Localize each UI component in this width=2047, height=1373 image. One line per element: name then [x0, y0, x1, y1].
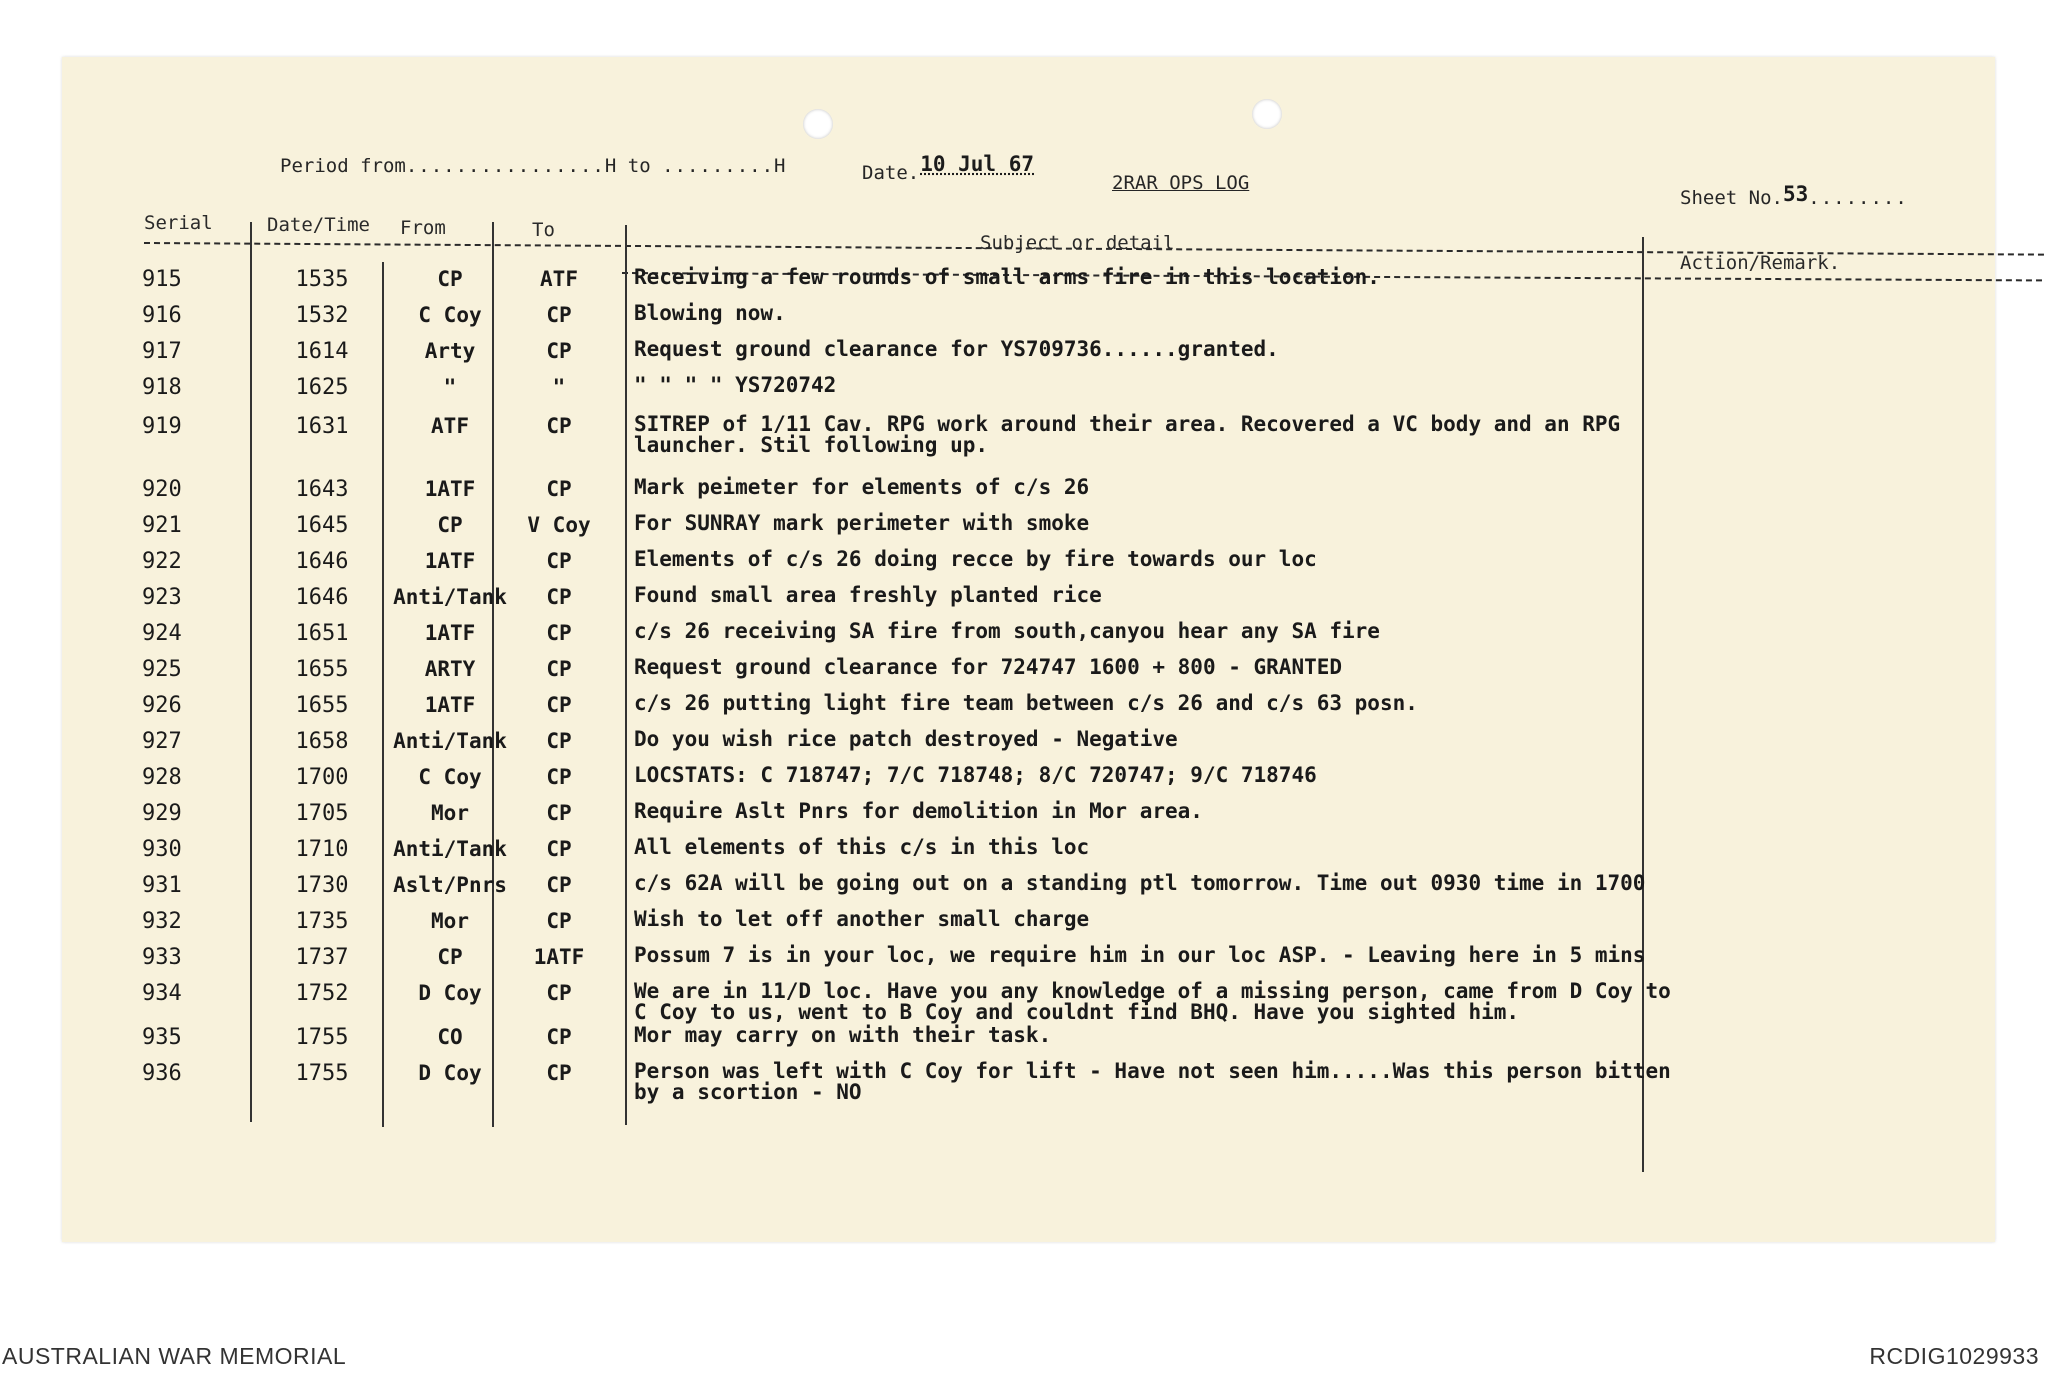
- serial-cell: 921: [142, 513, 182, 538]
- date-label: Date: [862, 162, 908, 184]
- sheet-label: Sheet No.: [1680, 187, 1783, 209]
- date-value: 10 Jul 67: [920, 152, 1035, 176]
- from-cell: C Coy: [418, 303, 482, 327]
- to-cell: ATF: [540, 267, 578, 291]
- serial-cell: 922: [142, 549, 182, 574]
- to-cell: CP: [546, 414, 572, 438]
- sheet-value: 53: [1782, 182, 1809, 206]
- detail-cell: Mark peimeter for elements of c/s 26: [634, 475, 1090, 499]
- serial-cell: 934: [142, 981, 182, 1006]
- log-row: [62, 513, 1995, 549]
- serial-cell: 927: [142, 729, 182, 754]
- serial-cell: 930: [142, 837, 182, 862]
- log-row: [62, 837, 1995, 873]
- to-cell: CP: [546, 339, 572, 363]
- from-cell: CP: [437, 267, 463, 291]
- to-cell: CP: [546, 765, 572, 789]
- time-cell: 1651: [295, 621, 349, 646]
- from-cell: Mor: [431, 801, 469, 825]
- detail-cell: LOCSTATS: C 718747; 7/C 718748; 8/C 720747; 9/C 718746: [634, 763, 1317, 787]
- detail-cell: " " " " YS720742: [634, 373, 837, 397]
- to-cell: CP: [546, 873, 572, 897]
- time-cell: 1700: [295, 765, 349, 790]
- to-cell: CP: [546, 909, 572, 933]
- from-cell: ": [443, 375, 457, 399]
- to-cell: CP: [546, 981, 572, 1005]
- time-cell: 1625: [295, 375, 349, 400]
- period-dots-2: .........: [662, 155, 775, 177]
- to-cell: CP: [546, 657, 572, 681]
- from-cell: 1ATF: [424, 477, 476, 501]
- serial-cell: 929: [142, 801, 182, 826]
- serial-cell: 933: [142, 945, 182, 970]
- log-row: [62, 979, 1995, 1024]
- detail-cell: Possum 7 is in your loc, we require him in our loc ASP. - Leaving here in 5 mins: [634, 943, 1646, 967]
- detail-cell: Require Aslt Pnrs for demolition in Mor area.: [634, 799, 1203, 823]
- from-cell: C Coy: [418, 765, 482, 789]
- detail-cell: Mor may carry on with their task.: [634, 1023, 1052, 1047]
- footer-left: AUSTRALIAN WAR MEMORIAL: [2, 1343, 347, 1369]
- sheet-number: [1680, 182, 1908, 209]
- detail-cell: Blowing now.: [634, 301, 786, 325]
- from-cell: Mor: [431, 909, 469, 933]
- detail-cell: Person was left with C Coy for lift - Have not seen him.....Was this person bitten by a scortion - NO: [634, 1059, 1671, 1104]
- time-cell: 1535: [295, 267, 349, 292]
- time-cell: 1710: [295, 837, 349, 862]
- detail-cell: c/s 26 receiving SA fire from south,canyou hear any SA fire: [634, 619, 1380, 643]
- from-cell: 1ATF: [424, 693, 476, 717]
- from-cell: CP: [437, 513, 463, 537]
- log-row: [62, 621, 1995, 657]
- serial-cell: 919: [142, 414, 182, 439]
- to-cell: CP: [546, 1025, 572, 1049]
- to-cell: CP: [546, 693, 572, 717]
- to-cell: CP: [546, 1061, 572, 1085]
- col-from: From: [400, 217, 446, 239]
- log-row: [62, 549, 1995, 585]
- to-cell: CP: [546, 729, 572, 753]
- log-row: [62, 412, 1995, 457]
- time-cell: 1752: [295, 981, 349, 1006]
- sheet-dots: ........: [1808, 187, 1908, 209]
- log-row: [62, 693, 1995, 729]
- detail-cell: SITREP of 1/11 Cav. RPG work around their area. Recovered a VC body and an RPG launcher. Stil following up.: [634, 412, 1621, 457]
- log-title: 2RAR OPS LOG: [1112, 172, 1250, 194]
- serial-cell: 931: [142, 873, 182, 898]
- time-cell: 1646: [295, 549, 349, 574]
- time-cell: 1643: [295, 477, 349, 502]
- log-row: [62, 801, 1995, 837]
- serial-cell: 928: [142, 765, 182, 790]
- serial-cell: 924: [142, 621, 182, 646]
- detail-cell: We are in 11/D loc. Have you any knowledge of a missing person, came from D Coy to C Coy to us, went to B Coy and couldnt find BHQ. Have you sighted him.: [634, 979, 1671, 1024]
- log-row: [62, 375, 1995, 411]
- detail-cell: For SUNRAY mark perimeter with smoke: [634, 511, 1090, 535]
- detail-cell: Wish to let off another small charge: [634, 907, 1090, 931]
- serial-cell: 932: [142, 909, 182, 934]
- from-cell: Anti/Tank: [393, 729, 507, 753]
- period-label: Period from: [280, 155, 406, 177]
- serial-cell: 936: [142, 1061, 182, 1086]
- log-row: [62, 765, 1995, 801]
- serial-cell: 917: [142, 339, 182, 364]
- time-cell: 1658: [295, 729, 349, 754]
- period-from: [280, 155, 786, 177]
- from-cell: Arty: [424, 339, 476, 363]
- serial-cell: 918: [142, 375, 182, 400]
- to-cell: CP: [546, 303, 572, 327]
- log-row: [62, 657, 1995, 693]
- detail-cell: Elements of c/s 26 doing recce by fire towards our loc: [634, 547, 1317, 571]
- serial-cell: 925: [142, 657, 182, 682]
- detail-cell: c/s 26 putting light fire team between c/s 26 and c/s 63 posn.: [634, 691, 1418, 715]
- time-cell: 1737: [295, 945, 349, 970]
- to-cell: V Coy: [527, 513, 591, 537]
- time-cell: 1646: [295, 585, 349, 610]
- log-row: [62, 873, 1995, 909]
- from-cell: Anti/Tank: [393, 585, 507, 609]
- from-cell: ATF: [431, 414, 469, 438]
- serial-cell: 916: [142, 303, 182, 328]
- h-label: H: [774, 155, 786, 177]
- log-row: [62, 945, 1995, 981]
- time-cell: 1532: [295, 303, 349, 328]
- footer-right: RCDIG1029933: [1869, 1343, 2039, 1369]
- to-cell: ": [552, 375, 566, 399]
- to-cell: CP: [546, 585, 572, 609]
- from-cell: D Coy: [418, 1061, 482, 1085]
- log-sheet: [62, 57, 1995, 1242]
- serial-cell: 935: [142, 1025, 182, 1050]
- to-cell: 1ATF: [533, 945, 585, 969]
- time-cell: 1735: [295, 909, 349, 934]
- time-cell: 1730: [295, 873, 349, 898]
- punch-hole-left: [803, 109, 833, 139]
- time-cell: 1755: [295, 1025, 349, 1050]
- from-cell: D Coy: [418, 981, 482, 1005]
- time-cell: 1755: [295, 1061, 349, 1086]
- date-field: Date.10 Jul 67: [862, 152, 1035, 184]
- from-cell: ARTY: [424, 657, 476, 681]
- to-cell: CP: [546, 621, 572, 645]
- to-cell: CP: [546, 549, 572, 573]
- log-row: [62, 267, 1995, 303]
- log-row: [62, 1025, 1995, 1061]
- time-cell: 1655: [295, 693, 349, 718]
- serial-cell: 915: [142, 267, 182, 292]
- log-row: [62, 1059, 1995, 1104]
- detail-cell: Request ground clearance for 724747 1600 + 800 - GRANTED: [634, 655, 1343, 679]
- serial-cell: 923: [142, 585, 182, 610]
- detail-cell: Found small area freshly planted rice: [634, 583, 1102, 607]
- log-row: [62, 729, 1995, 765]
- log-row: [62, 585, 1995, 621]
- from-cell: CO: [437, 1025, 463, 1049]
- time-cell: 1631: [295, 414, 349, 439]
- col-datetime: Date/Time: [267, 214, 370, 236]
- col-action: Action/Remark.: [1680, 252, 1841, 274]
- col-subject: Subject or detail: [980, 232, 1175, 254]
- to-cell: CP: [546, 801, 572, 825]
- h-to-label: H to: [604, 155, 651, 177]
- time-cell: 1655: [295, 657, 349, 682]
- log-row: [62, 477, 1995, 513]
- time-cell: 1614: [295, 339, 349, 364]
- detail-cell: Do you wish rice patch destroyed - Negative: [634, 727, 1178, 751]
- log-row: [62, 339, 1995, 375]
- from-cell: 1ATF: [424, 621, 476, 645]
- log-row: [62, 909, 1995, 945]
- col-serial: Serial: [144, 212, 213, 234]
- from-cell: 1ATF: [424, 549, 476, 573]
- serial-cell: 926: [142, 693, 182, 718]
- from-cell: Aslt/Pnrs: [393, 873, 507, 897]
- serial-cell: 920: [142, 477, 182, 502]
- to-cell: CP: [546, 837, 572, 861]
- detail-cell: c/s 62A will be going out on a standing ptl tomorrow. Time out 0930 time in 1700: [634, 871, 1646, 895]
- punch-hole-right: [1252, 99, 1282, 129]
- from-cell: CP: [437, 945, 463, 969]
- detail-cell: Receiving a few rounds of small arms fire in this location.: [634, 265, 1380, 289]
- col-to: To: [532, 219, 555, 241]
- detail-cell: All elements of this c/s in this loc: [634, 835, 1090, 859]
- time-cell: 1645: [295, 513, 349, 538]
- detail-cell: Request ground clearance for YS709736......granted.: [634, 337, 1279, 361]
- time-cell: 1705: [295, 801, 349, 826]
- to-cell: CP: [546, 477, 572, 501]
- period-dots-1: ................: [405, 155, 605, 177]
- log-row: [62, 303, 1995, 339]
- from-cell: Anti/Tank: [393, 837, 507, 861]
